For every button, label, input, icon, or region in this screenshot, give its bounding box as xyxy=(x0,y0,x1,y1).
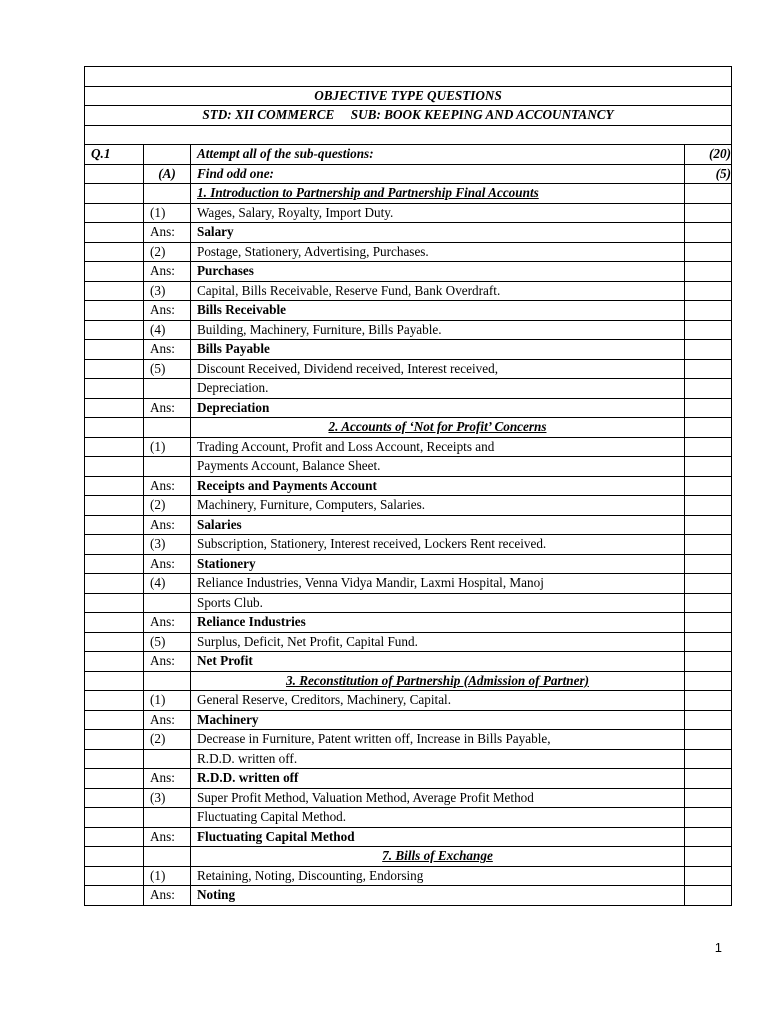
empty-cell xyxy=(85,418,144,438)
item-text: Capital, Bills Receivable, Reserve Fund, Bank Overdraft. xyxy=(191,281,685,301)
answer-row xyxy=(85,710,732,730)
empty-cell xyxy=(685,593,732,613)
item-text: Discount Received, Dividend received, Interest received, xyxy=(191,359,685,379)
answer-label: Ans: xyxy=(144,710,191,730)
empty-cell xyxy=(685,652,732,672)
empty-cell xyxy=(85,808,144,828)
answer-row xyxy=(85,515,732,535)
item-number: (5) xyxy=(144,632,191,652)
empty-cell xyxy=(144,593,191,613)
item-number: (1) xyxy=(144,691,191,711)
item-row xyxy=(85,788,732,808)
item-row xyxy=(85,691,732,711)
empty-cell xyxy=(685,223,732,243)
item-number: (1) xyxy=(144,866,191,886)
item-number: (2) xyxy=(144,242,191,262)
empty-cell xyxy=(85,242,144,262)
empty-cell xyxy=(685,847,732,867)
empty-cell xyxy=(85,379,144,399)
answer-label: Ans: xyxy=(144,886,191,906)
item-row xyxy=(85,379,732,399)
item-number: (4) xyxy=(144,574,191,594)
empty-cell xyxy=(685,203,732,223)
blank-row xyxy=(85,67,732,87)
empty-cell xyxy=(685,340,732,360)
answer-label: Ans: xyxy=(144,262,191,282)
part-marks: (5) xyxy=(685,164,732,184)
empty-cell xyxy=(85,671,144,691)
empty-cell xyxy=(685,379,732,399)
answer-row xyxy=(85,886,732,906)
item-text: Wages, Salary, Royalty, Import Duty. xyxy=(191,203,685,223)
empty-cell xyxy=(685,710,732,730)
item-text: Payments Account, Balance Sheet. xyxy=(191,457,685,477)
answer-row xyxy=(85,554,732,574)
empty-cell xyxy=(144,749,191,769)
empty-cell xyxy=(685,398,732,418)
answer-text: Fluctuating Capital Method xyxy=(191,827,685,847)
empty-cell xyxy=(85,223,144,243)
answer-text: Depreciation xyxy=(191,398,685,418)
empty-cell xyxy=(685,730,732,750)
item-text: Decrease in Furniture, Patent written off, Increase in Bills Payable, xyxy=(191,730,685,750)
empty-cell xyxy=(85,593,144,613)
answer-text: Salaries xyxy=(191,515,685,535)
question-number: Q.1 xyxy=(85,145,144,165)
empty-cell xyxy=(85,535,144,555)
empty-cell xyxy=(144,457,191,477)
empty-cell xyxy=(685,496,732,516)
answer-label: Ans: xyxy=(144,652,191,672)
section-heading-row xyxy=(85,671,732,691)
empty-cell xyxy=(85,886,144,906)
blank-cell xyxy=(85,125,732,145)
empty-cell xyxy=(144,379,191,399)
empty-cell xyxy=(685,691,732,711)
empty-cell xyxy=(85,496,144,516)
section-heading-row xyxy=(85,418,732,438)
empty-cell xyxy=(144,847,191,867)
empty-cell xyxy=(85,515,144,535)
empty-cell xyxy=(85,613,144,633)
answer-label: Ans: xyxy=(144,340,191,360)
empty-cell xyxy=(685,749,732,769)
answer-text: Bills Receivable xyxy=(191,301,685,321)
empty-cell xyxy=(685,457,732,477)
answer-text: Receipts and Payments Account xyxy=(191,476,685,496)
item-row xyxy=(85,632,732,652)
empty-cell xyxy=(685,788,732,808)
item-number: (3) xyxy=(144,281,191,301)
answer-row xyxy=(85,398,732,418)
empty-cell xyxy=(685,769,732,789)
answer-label: Ans: xyxy=(144,301,191,321)
item-text: Machinery, Furniture, Computers, Salaries. xyxy=(191,496,685,516)
empty-cell xyxy=(685,535,732,555)
empty-cell xyxy=(144,184,191,204)
empty-cell xyxy=(85,769,144,789)
empty-cell xyxy=(85,164,144,184)
empty-cell xyxy=(85,632,144,652)
answer-row xyxy=(85,262,732,282)
page-number: 1 xyxy=(714,940,722,955)
empty-cell xyxy=(685,613,732,633)
part-row xyxy=(85,164,732,184)
answer-row xyxy=(85,827,732,847)
page-title: OBJECTIVE TYPE QUESTIONS xyxy=(85,86,732,106)
answer-text: Machinery xyxy=(191,710,685,730)
title-row xyxy=(85,86,732,106)
item-text: Building, Machinery, Furniture, Bills Payable. xyxy=(191,320,685,340)
item-row xyxy=(85,574,732,594)
item-number: (2) xyxy=(144,496,191,516)
empty-cell xyxy=(85,827,144,847)
item-row xyxy=(85,808,732,828)
item-row xyxy=(85,730,732,750)
item-text: Sports Club. xyxy=(191,593,685,613)
answer-text: Reliance Industries xyxy=(191,613,685,633)
item-row xyxy=(85,457,732,477)
empty-cell xyxy=(85,437,144,457)
item-text: Subscription, Stationery, Interest received, Lockers Rent received. xyxy=(191,535,685,555)
answer-label: Ans: xyxy=(144,554,191,574)
empty-cell xyxy=(685,886,732,906)
item-row xyxy=(85,593,732,613)
item-text: General Reserve, Creditors, Machinery, Capital. xyxy=(191,691,685,711)
answer-label: Ans: xyxy=(144,476,191,496)
empty-cell xyxy=(85,730,144,750)
empty-cell xyxy=(685,281,732,301)
item-text: Super Profit Method, Valuation Method, Average Profit Method xyxy=(191,788,685,808)
empty-cell xyxy=(144,145,191,165)
item-row xyxy=(85,535,732,555)
empty-cell xyxy=(85,359,144,379)
item-text: Postage, Stationery, Advertising, Purchases. xyxy=(191,242,685,262)
empty-cell xyxy=(685,866,732,886)
item-row xyxy=(85,359,732,379)
empty-cell xyxy=(685,184,732,204)
empty-cell xyxy=(85,652,144,672)
answer-row xyxy=(85,613,732,633)
item-text: Reliance Industries, Venna Vidya Mandir, Laxmi Hospital, Manoj xyxy=(191,574,685,594)
answer-label: Ans: xyxy=(144,398,191,418)
section-heading-row xyxy=(85,184,732,204)
section-heading: 3. Reconstitution of Partnership (Admission of Partner) xyxy=(191,671,685,691)
empty-cell xyxy=(85,788,144,808)
empty-cell xyxy=(685,827,732,847)
answer-row xyxy=(85,652,732,672)
answer-text: Salary xyxy=(191,223,685,243)
empty-cell xyxy=(85,262,144,282)
item-number: (5) xyxy=(144,359,191,379)
empty-cell xyxy=(85,554,144,574)
question-marks: (20) xyxy=(685,145,732,165)
item-text: Depreciation. xyxy=(191,379,685,399)
empty-cell xyxy=(85,847,144,867)
empty-cell xyxy=(85,340,144,360)
empty-cell xyxy=(85,301,144,321)
empty-cell xyxy=(685,262,732,282)
section-heading: 1. Introduction to Partnership and Partnership Final Accounts xyxy=(191,184,685,204)
empty-cell xyxy=(685,242,732,262)
part-label: (A) xyxy=(144,164,191,184)
empty-cell xyxy=(85,203,144,223)
item-row xyxy=(85,320,732,340)
question-row xyxy=(85,145,732,165)
empty-cell xyxy=(85,476,144,496)
blank-row xyxy=(85,125,732,145)
empty-cell xyxy=(685,301,732,321)
item-row xyxy=(85,281,732,301)
item-text: Retaining, Noting, Discounting, Endorsing xyxy=(191,866,685,886)
blank-cell xyxy=(85,67,732,87)
empty-cell xyxy=(85,691,144,711)
empty-cell xyxy=(144,418,191,438)
answer-label: Ans: xyxy=(144,223,191,243)
answer-row xyxy=(85,340,732,360)
answer-row xyxy=(85,476,732,496)
answer-row xyxy=(85,301,732,321)
empty-cell xyxy=(85,457,144,477)
answer-text: Purchases xyxy=(191,262,685,282)
empty-cell xyxy=(685,437,732,457)
empty-cell xyxy=(85,710,144,730)
item-number: (2) xyxy=(144,730,191,750)
empty-cell xyxy=(85,184,144,204)
empty-cell xyxy=(685,554,732,574)
answer-text: Noting xyxy=(191,886,685,906)
section-heading: 2. Accounts of ‘Not for Profit’ Concerns xyxy=(191,418,685,438)
empty-cell xyxy=(685,632,732,652)
answer-text: Bills Payable xyxy=(191,340,685,360)
item-number: (4) xyxy=(144,320,191,340)
answer-label: Ans: xyxy=(144,769,191,789)
answer-row xyxy=(85,223,732,243)
empty-cell xyxy=(685,320,732,340)
item-row xyxy=(85,866,732,886)
empty-cell xyxy=(685,515,732,535)
answer-row xyxy=(85,769,732,789)
empty-cell xyxy=(144,808,191,828)
answer-text: Stationery xyxy=(191,554,685,574)
item-number: (1) xyxy=(144,203,191,223)
empty-cell xyxy=(685,671,732,691)
empty-cell xyxy=(85,320,144,340)
subtitle-row xyxy=(85,106,732,126)
part-instruction: Find odd one: xyxy=(191,164,685,184)
empty-cell xyxy=(85,574,144,594)
page-subtitle: STD: XII COMMERCE SUB: BOOK KEEPING AND ACCOUNTANCY xyxy=(85,106,732,126)
item-text: Trading Account, Profit and Loss Account, Receipts and xyxy=(191,437,685,457)
empty-cell xyxy=(685,359,732,379)
empty-cell xyxy=(144,671,191,691)
item-text: Fluctuating Capital Method. xyxy=(191,808,685,828)
answer-label: Ans: xyxy=(144,613,191,633)
question-table-body xyxy=(85,67,732,906)
item-text: R.D.D. written off. xyxy=(191,749,685,769)
item-text: Surplus, Deficit, Net Profit, Capital Fund. xyxy=(191,632,685,652)
empty-cell xyxy=(685,574,732,594)
empty-cell xyxy=(85,866,144,886)
item-row xyxy=(85,749,732,769)
item-number: (1) xyxy=(144,437,191,457)
empty-cell xyxy=(685,476,732,496)
question-table xyxy=(84,66,732,906)
item-row xyxy=(85,242,732,262)
item-number: (3) xyxy=(144,535,191,555)
item-row xyxy=(85,203,732,223)
answer-label: Ans: xyxy=(144,515,191,535)
answer-label: Ans: xyxy=(144,827,191,847)
answer-text: R.D.D. written off xyxy=(191,769,685,789)
question-instruction: Attempt all of the sub-questions: xyxy=(191,145,685,165)
empty-cell xyxy=(85,398,144,418)
empty-cell xyxy=(685,808,732,828)
section-heading-row xyxy=(85,847,732,867)
empty-cell xyxy=(85,281,144,301)
item-row xyxy=(85,496,732,516)
empty-cell xyxy=(85,749,144,769)
item-number: (3) xyxy=(144,788,191,808)
answer-text: Net Profit xyxy=(191,652,685,672)
item-row xyxy=(85,437,732,457)
section-heading: 7. Bills of Exchange xyxy=(191,847,685,867)
empty-cell xyxy=(685,418,732,438)
